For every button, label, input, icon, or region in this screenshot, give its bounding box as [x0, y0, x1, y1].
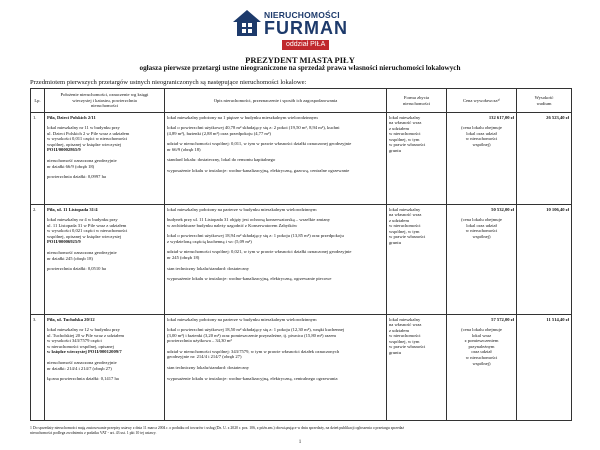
row-lp-cell: 1. [31, 113, 45, 205]
row-form-cell: lokal mieszkalny na własność wraz z udziałem w nieruchomości wspólnej, w tym w prawie własności gruntu [387, 205, 447, 315]
row-description-cell: lokal mieszkalny położony na parterze w budynku mieszkalnym wielorodzinnym lokal o powierzchni użytkowej 18,50 m² składający się z: 1 pokoju (12,30 m²), wnęki kuchennej (3,00 m²) i łazienki (3,20 m²) oraz pomieszczenie przynależne, tj. piwnica (15,80 m²) razem powierzchnia użytkowa – 34,30 m² udział w nieruchomości wspólnej: 343/7579, w tym w prawie własności działek oznaczonych geodezyjnie nr: 214/4 i 214/7 (obręb 27) stan techniczny lokalu/standard: dostateczny wyposażenie lokalu w instalacje: wodno-kanalizacyjną, elektryczną, centralnego ogrzewania [165, 315, 387, 421]
header-deposit: Wysokość wadium [517, 89, 572, 113]
table-header-row [31, 89, 572, 113]
table-row [31, 113, 572, 205]
page-number: 1 [298, 440, 302, 445]
logo-sub-badge: oddział PIŁA [282, 40, 329, 50]
row-lp-cell: 3. [31, 315, 45, 421]
header-location: Położenie nieruchomości, oznaczenie wg księgi wieczystej i katastru, powierzchnia nieruchomości [45, 89, 165, 113]
row-location-cell: Piła, ul. Tucholska 20/12 lokal mieszkalny nr 12 w budynku przy ul. Tucholskiej 20 w Pile wraz z udziałem w wysokości 343/7579 części w nieruchomości wspólnej, opisanej w księdze wieczystej PO1I/00012009/7 nieruchomość oznaczona geodezyjnie nr działki: 214/4 i 214/7 (obręb 27) łączna powierzchnia działki: 0,1417 ha [45, 315, 165, 421]
row-location-cell: Piła, ul. 11 Listopada 31/4 lokal mieszkalny nr 4 w budynku przy ul. 11 Listopada 31 w Pile wraz z udziałem w wysokości 0,021 części w nieruchomości wspólnej, opisanej w księdze wieczystej PO1I/00006925/9 nieruchomość oznaczona geodezyjnie nr działki 245 (obręb 18) powierzchnia działki: 0,0510 ha [45, 205, 165, 315]
row-deposit-cell: 11 514,40 zł [517, 315, 572, 421]
header-description: Opis nieruchomości, przeznaczenie i sposób ich zagospodarowania [165, 89, 387, 113]
header-form: Forma zbycia nieruchomości [387, 89, 447, 113]
header-lp: Lp. [31, 89, 45, 113]
table-row [31, 315, 572, 421]
logo-top-text: NIERUCHOMOŚCI [264, 10, 340, 20]
row-location-cell: Piła, Dzieci Polskich 2/11 lokal mieszkalny nr 11 w budynku przy ul. Dzieci Polskich 2 w Pile wraz z udziałem w wysokości 0,011 części w nieruchomości wspólnej, opisanej w księdze wieczystej PO1I/00002865/9 nieruchomość oznaczona geodezyjnie nr działki 66/9 (obręb 18) powierzchnia działki: 0,0997 ha [45, 113, 165, 205]
row-description-cell: lokal mieszkalny położony na parterze w budynku mieszkalnym wielorodzinnym budynek przy ul. 11 Listopada 31 objęty jest ochroną konserwatorską – wszelkie zmiany w architekturze budynku należy uzgodnić z Konserwatorem Zabytków lokal o powierzchni użytkowej 18,94 m² składający się z: 1 pokoju (13,85 m²) oraz przedpokoju z wydzieloną częścią kuchenną i wc (5,09 m²) udział w nieruchomości wspólnej: 0,021, w tym w prawie własności działki oznaczonej geodezyjnie nr 245 (obręb 18) stan techniczny lokalu/standard: dostateczny wyposażenie lokalu w instalacje: wodno-kanalizacyjną, elektryczną, ogrzewanie piecowe [165, 205, 387, 315]
row-deposit-cell: 26 523,40 zł [517, 113, 572, 205]
intro-text: Przedmiotem pierwszych przetargów ustnych nieograniczonych są następujące nieruchomości lokalowe: [30, 79, 307, 86]
logo-main-text: FURMAN [264, 18, 348, 38]
row-form-cell: lokal mieszkalny na własność wraz z udziałem w nieruchomości wspólnej, w tym w prawie własności gruntu [387, 113, 447, 205]
page-subtitle: ogłasza pierwsze przetargi ustne nieograniczone na sprzedaż prawa własności nieruchomości lokalowych [139, 64, 461, 72]
row-price-cell: 57 572,00 zł (cena lokalu obejmuje lokal wraz z pomieszczeniem przynależnym oraz udział w nieruchomości wspólnej) [447, 315, 517, 421]
table-row [31, 205, 572, 315]
row-form-cell: lokal mieszkalny na własność wraz z udziałem w nieruchomości wspólnej, w tym w prawie własności gruntu [387, 315, 447, 421]
row-lp-cell: 2. [31, 205, 45, 315]
company-logo [232, 6, 368, 52]
row-price-cell: 50 532,00 zł (cena lokalu obejmuje lokal oraz udział w nieruchomości wspólnej) [447, 205, 517, 315]
row-deposit-cell: 10 106,40 zł [517, 205, 572, 315]
page-title: PREZYDENT MIASTA PIŁY [245, 55, 355, 65]
house-icon [232, 8, 262, 38]
header-price: Cena wywoławcza¹⁾ [447, 89, 517, 113]
row-description-cell: lokal mieszkalny położony na 1 piętrze w budynku mieszkalnym wielorodzinnym lokal o powierzchni użytkowej 40,78 m² składający się z: 2 pokoi (19,50 m², 8,94 m²), kuchni (4,89 m²), łazienki (2,88 m²) oraz przedpokoju (4,77 m²) udział w nieruchomości wspólnej: 0,011, w tym w prawie własności działki oznaczonej geodezyjnie nr 66/9 (obręb 18) standard lokalu: dostateczny, lokal do remontu kapitalnego wyposażenie lokalu w instalacje: wodno-kanalizacyjną, elektryczną, gazową, centralne ogrzewanie [165, 113, 387, 205]
footnote: 1 Do sprzedaży nieruchomości mają zastosowanie przepisy ustawy z dnia 11 marca 2004 r. o podatku od towarów i usług (Dz. U. z 2020 r. poz. 106, z późn.zm.) obowiązujące w dniu sprzedaży, na dzień publikacji ogłoszenia o przetargu sprzedaż nieruchomości podlega zwolnieniu z podatku VAT - art. 43 ust. 1 pkt 10 tej ustawy. [30, 426, 405, 435]
row-price-cell: 132 617,00 zł (cena lokalu obejmuje lokal oraz udział w nieruchomości wspólnej) [447, 113, 517, 205]
property-table [30, 88, 572, 421]
